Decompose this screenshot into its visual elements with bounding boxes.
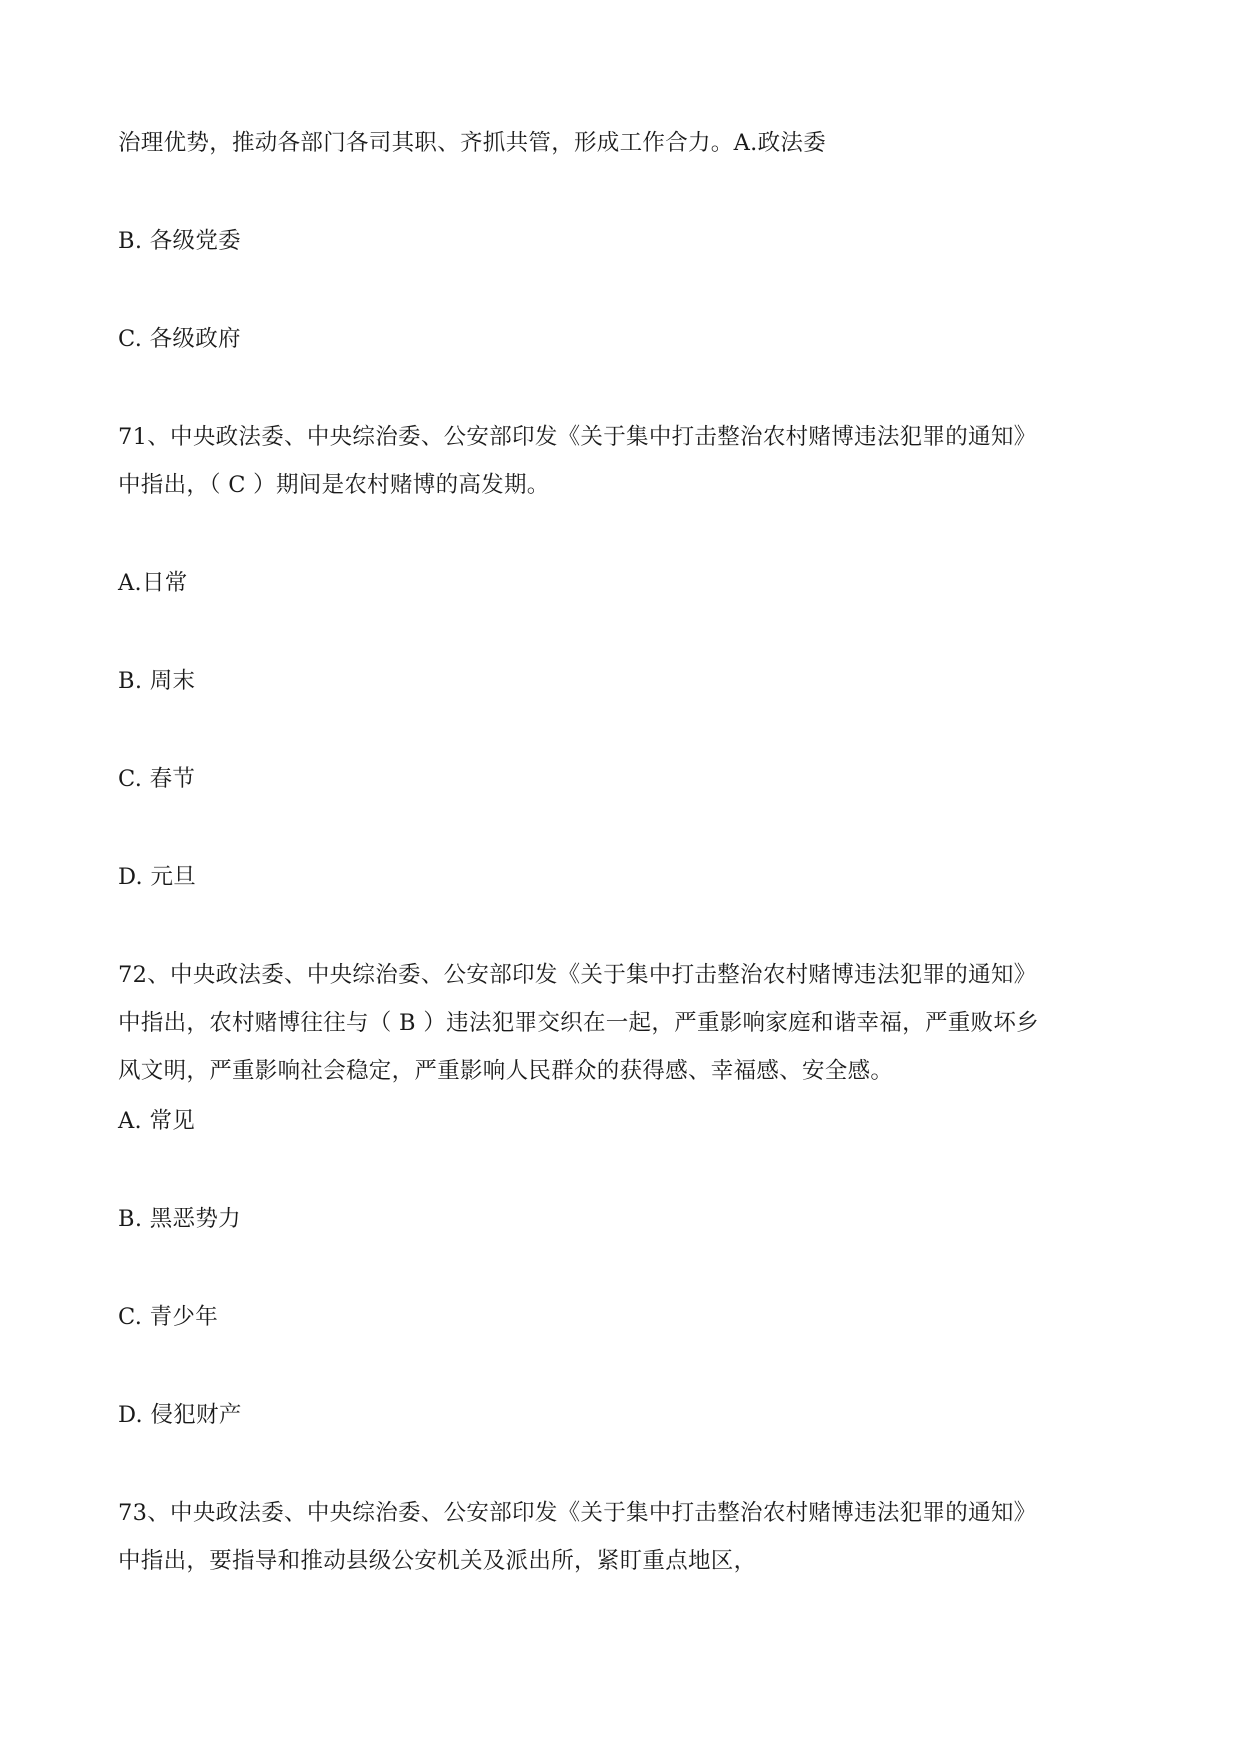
option-line: C. 各级政府 <box>118 326 241 352</box>
option-line: B. 黑恶势力 <box>118 1206 241 1232</box>
question-line: 中指出，要指导和推动县级公安机关及派出所，紧盯重点地区， <box>118 1548 757 1574</box>
option-line: A.日常 <box>118 570 188 596</box>
question-line: 72、中央政法委、中央综治委、公安部印发《关于集中打击整治农村赌博违法犯罪的通知》 <box>118 962 1037 988</box>
question-line: 中指出，（ C ）期间是农村赌博的高发期。 <box>118 472 550 498</box>
question-line: 风文明，严重影响社会稳定，严重影响人民群众的获得感、幸福感、安全感。 <box>118 1058 894 1084</box>
option-line: B. 各级党委 <box>118 228 241 254</box>
question-line: 中指出，农村赌博往往与（ B ）违法犯罪交织在一起，严重影响家庭和谐幸福，严重败坏乡 <box>118 1010 1039 1036</box>
option-line: C. 春节 <box>118 766 196 792</box>
option-line: C. 青少年 <box>118 1304 219 1330</box>
text-line: 治理优势，推动各部门各司其职、齐抓共管，形成工作合力。A.政法委 <box>118 130 827 156</box>
option-line: D. 元旦 <box>118 864 197 890</box>
option-line: D. 侵犯财产 <box>118 1402 242 1428</box>
question-line: 71、中央政法委、中央综治委、公安部印发《关于集中打击整治农村赌博违法犯罪的通知》 <box>118 424 1037 450</box>
option-line: A. 常见 <box>118 1108 196 1134</box>
question-line: 73、中央政法委、中央综治委、公安部印发《关于集中打击整治农村赌博违法犯罪的通知》 <box>118 1500 1037 1526</box>
option-line: B. 周末 <box>118 668 196 694</box>
